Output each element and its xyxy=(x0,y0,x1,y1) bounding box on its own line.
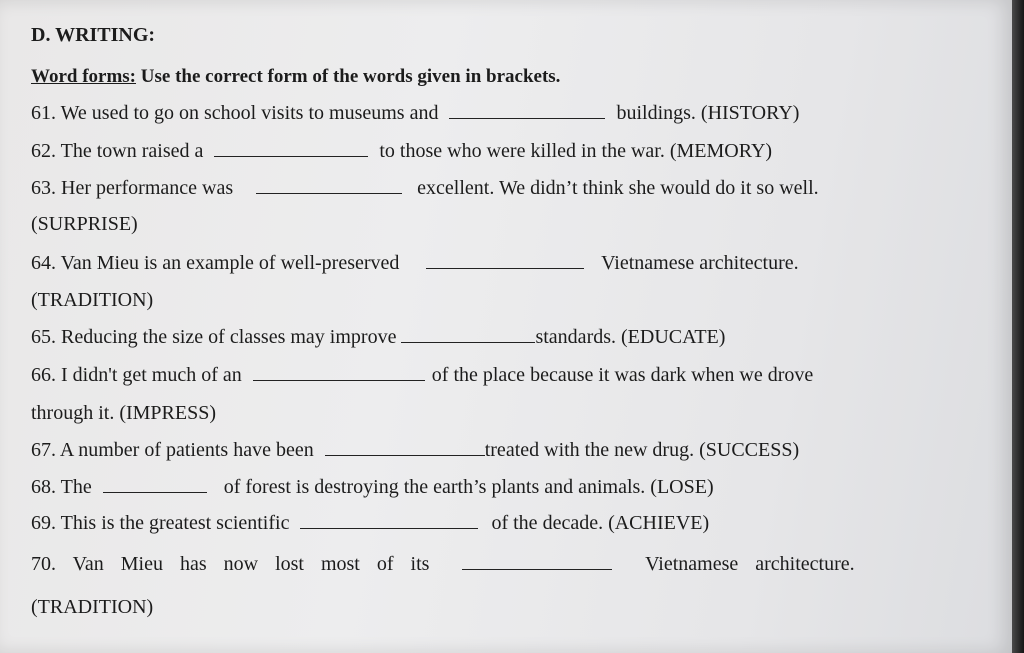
question-text-before: We used to go on school visits to museums and xyxy=(60,102,439,124)
question-number: 66. xyxy=(31,364,56,386)
question-63-continuation: (SURPRISE) xyxy=(31,213,138,235)
question-number: 70. xyxy=(31,553,56,575)
answer-blank-70[interactable] xyxy=(462,555,612,570)
question-text-before: Van Mieu is an example of well-preserved xyxy=(60,252,400,274)
answer-blank-69[interactable] xyxy=(300,514,478,529)
answer-blank-63[interactable] xyxy=(256,179,402,194)
answer-blank-66[interactable] xyxy=(253,366,425,381)
instruction-text: Use the correct form of the words given in brackets. xyxy=(136,66,561,87)
question-text-after: Vietnamese architecture. xyxy=(645,553,855,575)
answer-blank-68[interactable] xyxy=(103,478,207,493)
question-64-continuation: (TRADITION) xyxy=(31,289,154,311)
question-number: 62. xyxy=(31,140,56,162)
question-number: 64. xyxy=(31,252,56,274)
question-text-before: I didn't get much of an xyxy=(61,364,242,386)
question-text-before: Reducing the size of classes may improve xyxy=(61,326,397,348)
question-text-before: This is the greatest scientific xyxy=(60,512,290,534)
question-number: 63. xyxy=(31,177,56,199)
question-text-before: Van Mieu has now lost most of its xyxy=(72,553,430,575)
question-text-after: standards. (EDUCATE) xyxy=(535,326,726,348)
question-66-continuation: through it. (IMPRESS) xyxy=(31,402,217,424)
answer-blank-67[interactable] xyxy=(325,441,485,456)
question-70-continuation: (TRADITION) xyxy=(31,596,154,618)
question-text-after: of the place because it was dark when we drove xyxy=(431,364,814,386)
question-63 xyxy=(31,177,819,200)
question-66 xyxy=(31,364,813,387)
instruction-line xyxy=(31,66,560,88)
question-number: 67. xyxy=(31,439,56,461)
question-70 xyxy=(31,553,855,576)
question-number: 61. xyxy=(31,102,56,124)
question-text-after: of the decade. (ACHIEVE) xyxy=(491,512,710,534)
question-67 xyxy=(31,439,799,462)
page-edge-shadow xyxy=(1012,0,1024,653)
question-text-after: to those who were killed in the war. (MEMORY) xyxy=(379,140,773,162)
answer-blank-61[interactable] xyxy=(449,104,605,119)
question-65 xyxy=(31,326,725,349)
question-text-before: Her performance was xyxy=(61,177,234,199)
question-61 xyxy=(31,102,799,125)
answer-blank-64[interactable] xyxy=(426,254,584,269)
question-69 xyxy=(31,512,709,535)
question-text-before: The town raised a xyxy=(60,140,204,162)
question-text-before: A number of patients have been xyxy=(59,439,314,461)
question-text-after: excellent. We didn’t think she would do it so well. xyxy=(417,177,819,199)
question-68 xyxy=(31,476,714,499)
question-text-after: of forest is destroying the earth’s plants and animals. (LOSE) xyxy=(223,476,714,498)
answer-blank-62[interactable] xyxy=(214,142,368,157)
question-62 xyxy=(31,140,772,163)
question-text-after: Vietnamese architecture. xyxy=(601,252,799,274)
question-text-after: buildings. (HISTORY) xyxy=(616,102,800,124)
question-text-before: The xyxy=(60,476,92,498)
section-title: D. WRITING: xyxy=(31,24,156,46)
question-text-after: treated with the new drug. (SUCCESS) xyxy=(484,439,800,461)
question-number: 69. xyxy=(31,512,56,534)
question-number: 68. xyxy=(31,476,56,498)
question-number: 65. xyxy=(31,326,56,348)
answer-blank-65[interactable] xyxy=(401,328,535,343)
question-64 xyxy=(31,252,799,275)
instruction-label: Word forms: xyxy=(31,66,137,87)
